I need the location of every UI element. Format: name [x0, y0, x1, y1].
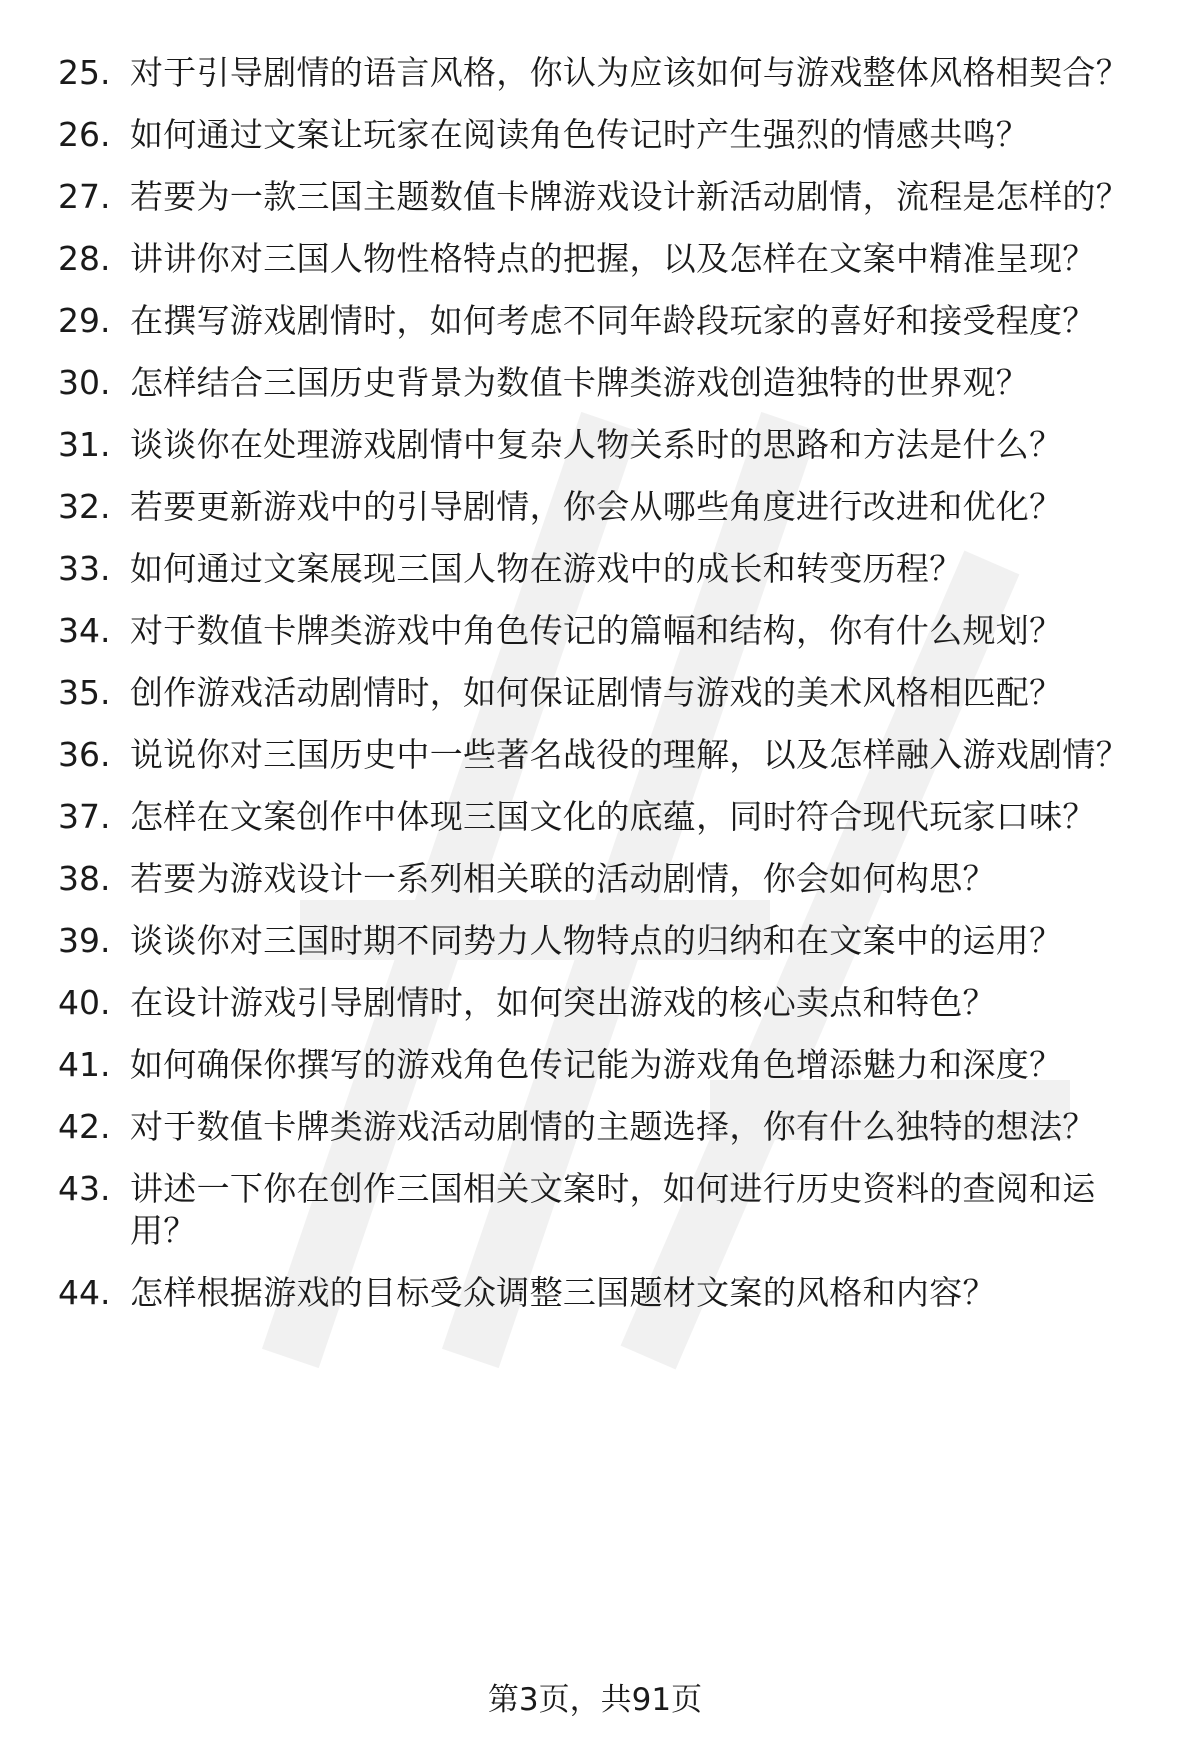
question-number: 26. [58, 115, 111, 154]
question-item [58, 176, 1138, 218]
question-number: 43. [58, 1169, 111, 1208]
question-item [58, 610, 1138, 652]
question-number: 39. [58, 921, 111, 960]
question-number: 36. [58, 735, 111, 774]
question-text: 如何确保你撰写的游戏角色传记能为游戏角色增添魅力和深度？ [130, 1045, 1063, 1084]
question-item [58, 920, 1138, 962]
question-number: 38. [58, 859, 111, 898]
question-number: 41. [58, 1045, 111, 1084]
question-number: 42. [58, 1107, 111, 1146]
question-text: 谈谈你在处理游戏剧情中复杂人物关系时的思路和方法是什么？ [130, 425, 1063, 464]
question-item [58, 52, 1138, 94]
question-text: 如何通过文案让玩家在阅读角色传记时产生强烈的情感共鸣？ [130, 115, 1030, 154]
question-text: 讲讲你对三国人物性格特点的把握，以及怎样在文案中精准呈现？ [130, 239, 1096, 278]
question-text: 创作游戏活动剧情时，如何保证剧情与游戏的美术风格相匹配？ [130, 673, 1063, 712]
question-number: 35. [58, 673, 111, 712]
question-text: 怎样根据游戏的目标受众调整三国题材文案的风格和内容？ [130, 1273, 996, 1312]
question-text: 怎样结合三国历史背景为数值卡牌类游戏创造独特的世界观？ [130, 363, 1030, 402]
question-number: 40. [58, 983, 111, 1022]
question-item [58, 734, 1138, 776]
page-number-label: 第3页，共91页 [487, 1682, 703, 1718]
question-item [58, 982, 1138, 1024]
question-text: 在撰写游戏剧情时，如何考虑不同年龄段玩家的喜好和接受程度？ [130, 301, 1096, 340]
question-text: 如何通过文案展现三国人物在游戏中的成长和转变历程？ [130, 549, 963, 588]
question-number: 29. [58, 301, 111, 340]
question-item [58, 238, 1138, 280]
question-text: 若要为游戏设计一系列相关联的活动剧情，你会如何构思？ [130, 859, 996, 898]
question-item [58, 548, 1138, 590]
question-item [58, 858, 1138, 900]
question-item [58, 486, 1138, 528]
question-number: 30. [58, 363, 111, 402]
question-item [58, 424, 1138, 466]
question-list [58, 52, 1138, 1334]
question-number: 27. [58, 177, 111, 216]
question-text: 谈谈你对三国时期不同势力人物特点的归纳和在文案中的运用？ [130, 921, 1063, 960]
question-item [58, 114, 1138, 156]
question-text: 若要为一款三国主题数值卡牌游戏设计新活动剧情，流程是怎样的？ [130, 177, 1129, 216]
question-text: 对于数值卡牌类游戏活动剧情的主题选择，你有什么独特的想法？ [130, 1107, 1096, 1146]
question-item [58, 1106, 1138, 1148]
question-item [58, 362, 1138, 404]
question-item [58, 1168, 1138, 1252]
question-text: 怎样在文案创作中体现三国文化的底蕴，同时符合现代玩家口味？ [130, 797, 1096, 836]
question-number: 25. [58, 53, 111, 92]
question-item [58, 796, 1138, 838]
question-number: 34. [58, 611, 111, 650]
page-footer [0, 1680, 1190, 1720]
question-item [58, 672, 1138, 714]
question-text: 说说你对三国历史中一些著名战役的理解，以及怎样融入游戏剧情？ [130, 735, 1129, 774]
question-text: 在设计游戏引导剧情时，如何突出游戏的核心卖点和特色？ [130, 983, 996, 1022]
question-text: 讲述一下你在创作三国相关文案时，如何进行历史资料的查阅和运用？ [130, 1169, 1096, 1250]
question-number: 37. [58, 797, 111, 836]
question-text: 若要更新游戏中的引导剧情，你会从哪些角度进行改进和优化？ [130, 487, 1063, 526]
question-item [58, 1044, 1138, 1086]
question-number: 28. [58, 239, 111, 278]
question-item [58, 300, 1138, 342]
question-number: 33. [58, 549, 111, 588]
question-text: 对于引导剧情的语言风格，你认为应该如何与游戏整体风格相契合？ [130, 53, 1129, 92]
question-text: 对于数值卡牌类游戏中角色传记的篇幅和结构，你有什么规划？ [130, 611, 1063, 650]
question-number: 44. [58, 1273, 111, 1312]
question-number: 31. [58, 425, 111, 464]
question-number: 32. [58, 487, 111, 526]
question-item [58, 1272, 1138, 1314]
